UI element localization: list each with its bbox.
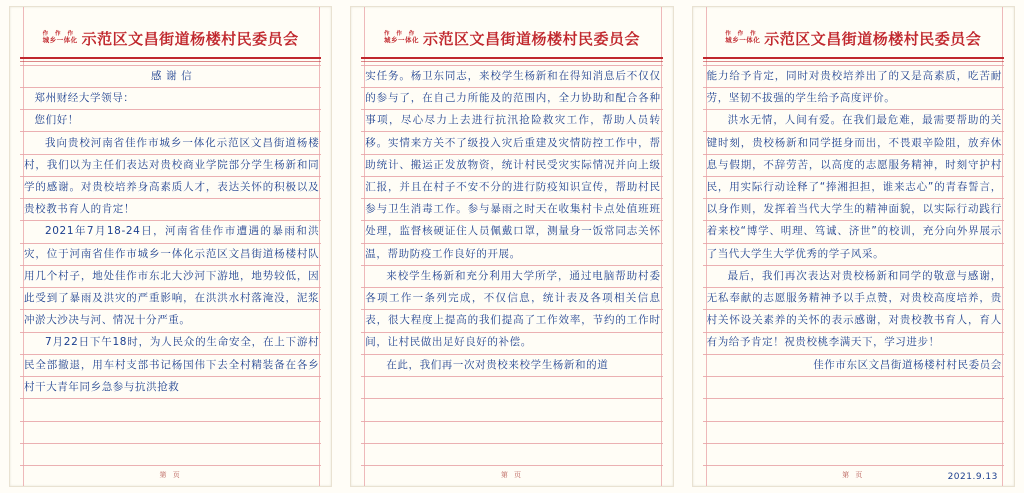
page-1-letterhead-rule-thin xyxy=(20,61,321,62)
letter-paragraph: 2021年7月18-24日，河南省佳作市遭遇的暴雨和洪灾，位于河南省佳作市城乡一体化示范区文昌街道杨楼村队用几个村子，地处佳作市东北大沙河下游地，地势较低，因此受到了暴雨及洪灾的严重影响，在洪洪水村落淹没，泥浆冲淤大沙决与河、情况十分严重。 xyxy=(24,225,320,327)
letter-paragraph: 来校学生杨新和充分利用大学所学，通过电脑帮助村委各项工作一条列完成，不仅信息，统计表及各项相关信息表，很大程度上提高的我们提高了工作效率，节约的工作时间，让村民做出足好良好的补偿。 xyxy=(365,269,661,349)
letterhead-logo-text xyxy=(725,32,760,44)
page-3-letterhead-rule xyxy=(703,57,1004,59)
letterhead-logo-text xyxy=(384,32,419,44)
letter-paragraph: 最后，我们再次表达对贵校杨新和同学的敬意与感谢，无私奉献的志愿服务精神予以手点赞，对贵校高度培养，贵村关怀设关素养的关怀的表示感谢，对贵校教书育人，育人有为给予肯定！祝贵校桃李满天下，学习进步！ xyxy=(706,269,1002,349)
letter-paragraph: 在此，我们再一次对贵校来校学生杨新和的道 xyxy=(386,358,609,371)
letter-greeting: 您们好！ xyxy=(34,114,79,127)
letter-paragraph: 能力给予肯定，同时对贵校培养出了的又是高素质，吃苦耐劳，坚韧不拔强的学生给予高度评价。 xyxy=(706,70,1002,105)
letter-salutation: 郑州财经大学领导： xyxy=(34,92,135,105)
page-1-footer: 第 页 xyxy=(159,471,182,479)
page-1-letterhead xyxy=(18,21,323,55)
letter-date: 2021.9.13 xyxy=(947,472,998,482)
page-2-letterhead-rule xyxy=(361,57,662,59)
letterhead-small-top: 作 作 作 xyxy=(383,30,417,37)
page-2-footer: 第 页 xyxy=(500,471,524,479)
letter-title: 感 谢 信 xyxy=(151,70,193,82)
letterhead-small-bottom: 城乡一体化 xyxy=(383,36,419,45)
letter-paragraph: 实任务。杨卫东同志，来校学生杨新和在得知消息后不仅仅的参与了，在自己力所能及的范围内，全力协助和配合各种事项，尽心尽力上去进行抗汛抢险救灾工作，帮助人员转移。实情来方关不了级投入灾后重建及灾情防控工作中，帮助统计、搬运正发放物资，统计村民受灾实际情况并向上级汇报，并且在村子不安不分的进行防疫知识宣传，帮助村民参与卫生消毒工作。参与暴雨之时天在收集村卡点处值班班处理，监督核硬证住人员佩戴口罩，测量身一饭常同志关怀温，帮助防疫工作良好的开展。 xyxy=(365,70,661,260)
letterhead-small-top: 作 作 作 xyxy=(42,30,76,37)
page-2-letterhead xyxy=(359,21,664,55)
page-1-body xyxy=(24,65,319,460)
page-3-sheet xyxy=(692,6,1015,487)
letterhead-title: 示范区文昌街道杨楼村民委员会 xyxy=(764,29,982,48)
page-3-footer: 第 页 xyxy=(842,471,865,479)
letterhead-title: 示范区文昌街道杨楼村民委员会 xyxy=(81,29,299,48)
letter-signature: 佳作市东区文昌街道杨楼村村民委员会 xyxy=(813,358,1002,371)
letterhead-small-top: 作 作 作 xyxy=(725,30,759,37)
letter-page-2 xyxy=(341,0,682,493)
letterhead-small-bottom: 城乡一体化 xyxy=(725,36,761,45)
letterhead-small-bottom: 城乡一体化 xyxy=(42,36,78,45)
letter-page-1 xyxy=(0,0,341,493)
page-2-letterhead-rule-thin xyxy=(361,61,662,62)
letterhead-title: 示范区文昌街道杨楼村民委员会 xyxy=(422,29,640,48)
page-2-body xyxy=(365,65,660,460)
letter-paragraph: 7月22日下午18时，为人民众的生命安全，在上下游村民全部撤退，用车村支部书记杨国伟下去全村精装备在各乡村干大青年同乡急参与抗洪抢救 xyxy=(24,336,320,393)
page-1-letterhead-rule xyxy=(20,57,321,59)
letter-paragraph: 洪水无情，人间有爱。在我们最危难，最需要帮助的关键时刻，贵校杨新和同学挺身而出，不畏艰辛险阻，放弃休息与假期，不辞劳苦，以高度的志愿服务精神，时刻守护村民，用实际行动诠释了“捧湘担担，谁来志心”的青春誓言，以身作则，发挥着当代大学生的精神面貌，以实际行动践行着来校“博学、明理、笃诚、济世”的校训，充分向外界展示了当代大学生大学优秀的学子风采。 xyxy=(706,114,1002,260)
letterhead-logo-text xyxy=(43,32,78,44)
letter-paragraph: 我向贵校河南省佳作市城乡一体化示范区文昌街道杨楼村，我们以为主任们表达对贵校商业学院部分学生杨新和同学的感谢。对贵校培养身高素质人才，表达关怀的积极以及贵校教书育人的肯定！ xyxy=(24,136,320,216)
page-3-body xyxy=(707,65,1002,460)
page-3-letterhead xyxy=(701,21,1006,55)
page-3-letterhead-rule-thin xyxy=(703,61,1004,62)
letter-page-3 xyxy=(683,0,1024,493)
page-2-sheet xyxy=(350,6,673,487)
page-1-sheet xyxy=(9,6,332,487)
